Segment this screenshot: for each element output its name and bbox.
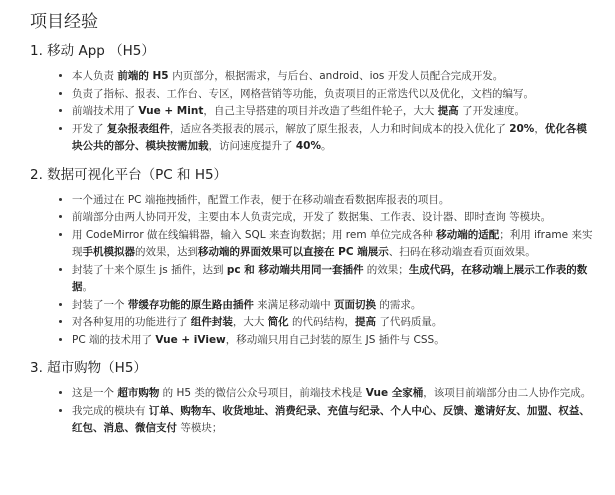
list-item: • 前端部分由两人协同开发，主要由本人负责完成，开发了 数据集、工作表、设计器、即时查询 等模块。 [72,209,593,227]
list-item: • 封装了十来个原生 js 插件，达到 pc 和 移动端共用同一套插件 的效果；生成代码，在移动端上展示工作表的数据。 [72,262,593,297]
emphasis-text: Vue 全家桶 [365,387,424,399]
emphasis-text: 20% [509,122,535,135]
emphasis-text: 40% [295,140,321,152]
emphasis-text: 提高 [355,316,377,328]
emphasis-text: 组件封装 [190,316,233,328]
list-item: • PC 端的技术用了 Vue + iView，移动端只用自己封装的原生 JS 插件与 CSS。 [72,332,593,350]
emphasis-text: Vue + iView [155,333,226,346]
list-item: • 对各种复用的功能进行了 组件封装，大大 简化 的代码结构，提高 了代码质量。 [72,314,593,332]
emphasis-text: 带缓存功能的原生路由插件 [127,298,254,311]
list-item: • 前端技术用了 Vue + Mint，自己主导搭建的项目并改造了些组件轮子，大大 提高 了开发速度。 [72,103,593,121]
emphasis-text: 超市购物 [117,387,160,399]
emphasis-text: 提高 [437,105,459,117]
emphasis-text: 手机模拟器 [82,246,135,258]
list-item: • 这是一个 超市购物 的 H5 类的微信公众号项目，前端技术栈是 Vue 全家桶，该项目前端部分由二人协作完成。 [72,385,593,403]
list-item: • 负责了指标、报表、工作台、专区，网格营销等功能，负责项目的正常迭代以及优化，文档的编写。 [72,86,593,104]
emphasis-text: 订单、购物车、收货地址、消费纪录、充值与纪录、个人中心、反馈、邀请好友、加盟、权益、红包、消息、微信支付 [72,404,590,434]
project-heading: 3. 超市购物（H5） [30,360,147,376]
project-heading: 2. 数据可视化平台（PC 和 H5） [30,166,228,183]
section-title: 项目经验 [30,12,98,32]
project-heading: 1. 移动 App （H5） [30,43,155,59]
emphasis-text: 页面切换 [334,298,377,311]
emphasis-text: 移动端的适配 [436,228,500,241]
project-bullet-list [52,385,593,438]
list-item: • 一个通过在 PC 端拖拽插件，配置工作表，便于在移动端查看数据库报表的项目。 [72,192,593,210]
list-item: • 我完成的模块有 订单、购物车、收货地址、消费纪录、充值与纪录、个人中心、反馈、邀请好友、加盟、权益、红包、消息、微信支付 等模块； [72,403,593,438]
emphasis-text: 前端的 H5 [117,70,173,82]
list-item: • 用 CodeMirror 做在线编辑器，输入 SQL 来查询数据；用 rem 单位完成各种 移动端的适配；利用 iframe 来实现手机模拟器的效果，达到移动端的界面效果可以直接在 PC 端展示、扫码在移动端查看页面效果。 [72,227,593,262]
list-item: • 开发了 复杂报表组件，适应各类报表的展示，解放了原生报表，人力和时间成本的投入优化了 20%，优化各模块公共的部分、模块按需加载，访问速度提升了 40%。 [72,121,593,156]
emphasis-text: Vue + Mint [138,105,204,117]
emphasis-text: 优化各模块公共的部分、模块按需加载 [72,122,587,152]
list-item: • 本人负责 前端的 H5 内页部分，根据需求，与后台、android、ios 开发人员配合完成开发。 [72,68,593,86]
emphasis-text: pc 和 移动端共用同一套插件 [226,263,364,276]
list-item: • 封装了一个 带缓存功能的原生路由插件 来满足移动端中 页面切换 的需求。 [72,297,593,315]
project-list [30,42,593,438]
project-bullet-list [52,192,593,350]
emphasis-text: 移动端的界面效果可以直接在 PC 端展示 [198,246,389,258]
emphasis-text: 复杂报表组件 [106,122,170,135]
project-bullet-list [52,68,593,156]
emphasis-text: 简化 [267,316,289,328]
emphasis-text: 生成代码，在移动端上展示工作表的数据 [72,263,588,293]
